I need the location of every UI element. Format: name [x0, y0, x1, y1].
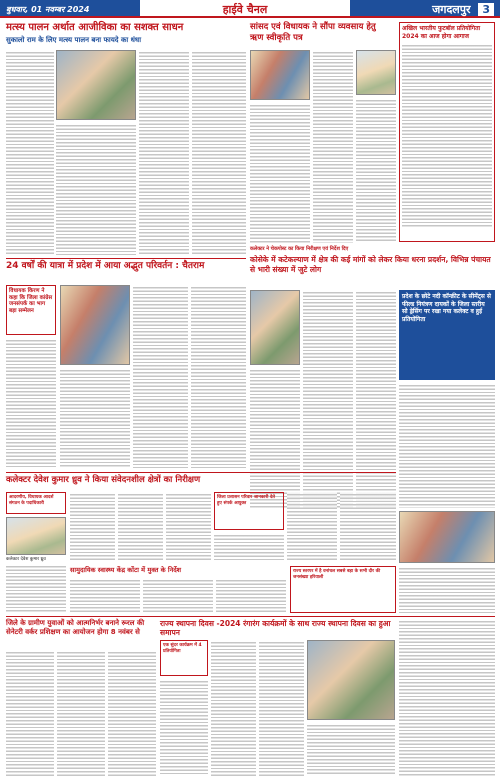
- inline-note-1: [214, 492, 284, 530]
- story2-col3: [356, 98, 396, 243]
- story2-col2: [313, 50, 353, 243]
- story5-headline: कलेक्टर देवेश कुमार ध्रुव ने किया संवेदनशील क्षेत्रों का निरीक्षण: [6, 475, 201, 485]
- story4-col1: [250, 368, 300, 508]
- story5-label-box: [6, 492, 66, 514]
- sidebox-title: अखिल भारतीय फुटबॉल प्रतियोगिता 2024 का आज होगा आगाज: [402, 25, 481, 40]
- story8-col3: [259, 640, 304, 776]
- story7-headline: जिले के ग्रामीण युवाओं को आत्मनिर्भर बनाने रूरल की सेनेटरी वर्कर प्रशिक्षण का आयोजन होगा 8 नवंबर से: [6, 619, 145, 636]
- divider-1: [6, 258, 246, 259]
- story1-col2: [56, 123, 136, 255]
- right-col3: [399, 619, 495, 776]
- story3-col3: [133, 285, 188, 468]
- story2-photo2: [356, 50, 396, 95]
- story6-col2: [143, 578, 213, 613]
- right-photo: [399, 511, 495, 563]
- story6-col3: [216, 578, 286, 613]
- divider-2: [6, 472, 396, 473]
- story7-col2: [57, 650, 105, 776]
- story9-box: [399, 290, 495, 380]
- story1-subhead: सुकालो राम के लिए मत्स्य पालन बना फायदे का धंधा: [6, 36, 142, 44]
- story4-headline: कोसेके में कटेकल्याण में क्षेत्र की कई मांगों को लेकर किया धरना प्रदर्शन, विभिन्न पंचायत से भारी संख्या में जुटे लोग: [250, 255, 491, 274]
- right-col2: [399, 566, 495, 613]
- story3-col1: [6, 338, 56, 468]
- story6-col1: [70, 578, 140, 613]
- story7-col3: [108, 650, 156, 776]
- story5-left-more: [6, 564, 66, 613]
- paper-name: हाईवे चैनल: [140, 0, 350, 16]
- story2-col1: [250, 103, 310, 243]
- divider-3: [6, 616, 495, 617]
- inline-note-1-text: जिला प्रशासन परिवार जानकारी देते हुए संपर्क आयुक्त: [217, 495, 275, 506]
- story5-col1: [70, 492, 115, 562]
- story9-headline: प्रदेश के छोटे नदी कॉन्क्रीट के सीमेंट्स से फील्ड नियंत्रण दायकों के जिला स्तरीय सो ड्रेसिंग पर रखा गया कलेक्ट व हुई प्रतियोगिता: [402, 293, 491, 323]
- story5-col4: [214, 533, 284, 562]
- story1-col4: [192, 50, 246, 255]
- story3-headline: 24 वर्षों की यात्रा में प्रदेश में आया अद्भुत परिवर्तन : चैतराम: [6, 261, 205, 271]
- story8-col2: [211, 640, 256, 776]
- story2-photo: [250, 50, 310, 100]
- sidebox: [399, 22, 495, 242]
- edition-city: [350, 0, 500, 16]
- story5-caption: कलेक्टर देवेश कुमार ध्रुव: [6, 557, 46, 562]
- page-number: 3: [478, 3, 494, 16]
- inline-note-2: [290, 566, 396, 613]
- story8-col4: [307, 723, 395, 776]
- issue-date: बुधवार, 01 नवम्बर 2024: [0, 0, 140, 16]
- story1-col1: [6, 50, 54, 255]
- story1-col3: [139, 50, 189, 255]
- masthead: [0, 0, 500, 18]
- inline-note-3-text: एक सुंदर कार्यक्रम में 4 प्रतियोगिता: [163, 643, 202, 654]
- story3-pull-quote: विधायक किरण ने कहा कि जिला कांग्रेस जनसंपर्क का भाग बड़ा सम्मेलन: [9, 288, 53, 314]
- story5-label: आदरणीय, विधायक आदर्श संगठन के पदाधिकारी: [9, 495, 54, 506]
- story4-kicker: कलेक्टर ने चेकपोस्ट का किया निरीक्षण एवं निर्देश दिए: [250, 246, 349, 252]
- story6-headline: सामुदायिक स्वास्थ्य केंद्र कोंटा में मुक्त के निर्देश: [70, 566, 182, 574]
- story4-photo: [250, 290, 300, 365]
- story8-headline: राज्य स्थापना दिवस -2024 रंगारंग कार्यक्रमों के साथ राज्य स्थापना दिवस का हुआ समापन: [160, 619, 391, 637]
- story8-col1: [160, 679, 208, 776]
- story5-col5: [287, 492, 337, 562]
- story8-photo: [307, 640, 395, 720]
- story3-col2: [60, 368, 130, 468]
- story5-col2: [118, 492, 163, 562]
- story5-col3: [166, 492, 211, 562]
- inline-note-2-text: राज्य स्तरपर में है वनांचल सबसे बड़ा के सभी दौर की जनसंख्या हरियाली: [293, 569, 381, 580]
- sidebox-text: [402, 43, 492, 228]
- story9-col: [399, 383, 495, 508]
- story1-headline: मत्स्य पालन अर्थात आजीविका का सशक्त साधन: [6, 22, 184, 33]
- story2-headline: सांसद एवं विधायक ने सौंपा व्यवसाय हेतु ऋण स्वीकृति पत्र: [250, 22, 376, 43]
- story5-photo: [6, 517, 66, 555]
- story3-col4: [191, 285, 246, 468]
- inline-note-3: [160, 640, 208, 676]
- edition-city-label: जगदलपुर: [432, 3, 471, 16]
- story1-photo: [56, 50, 136, 120]
- story3-pullquote-box: [6, 285, 56, 335]
- story5-col6: [340, 492, 396, 562]
- story7-col1: [6, 650, 54, 776]
- story3-photo: [60, 285, 130, 365]
